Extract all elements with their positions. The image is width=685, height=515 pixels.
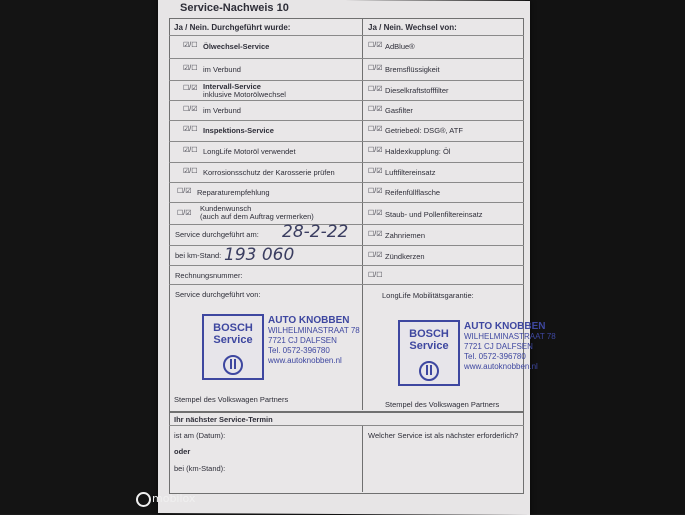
row-line (169, 35, 524, 36)
check-mark[interactable]: ☐/☑ (177, 188, 192, 195)
row-label: Dieselkraftstofffilter (385, 86, 449, 95)
left-column-header: Ja / Nein. Durchgeführt wurde: (174, 23, 291, 32)
stamp-city: 7721 CJ DALFSEN (268, 336, 337, 345)
check-mark[interactable]: ☐/☑ (368, 210, 383, 217)
right-column-header: Ja / Nein. Wechsel von: (368, 23, 457, 32)
km-value: 193 060 (224, 245, 295, 265)
bosch-service-logo (202, 314, 264, 380)
row-label: Haldexkupplung: Öl (385, 147, 451, 156)
stamp-phone: Tel. 0572-396780 (464, 352, 526, 361)
check-mark[interactable]: ☐/☑ (183, 106, 198, 113)
check-mark[interactable]: ☐/☑ (368, 168, 383, 175)
row-label: Ölwechsel-Service (203, 42, 270, 51)
row-line (169, 245, 524, 246)
stamp-web: www.autoknobben.nl (268, 356, 342, 365)
check-mark[interactable]: ☑/☐ (183, 147, 198, 154)
stamp-address (268, 316, 360, 366)
bosch-line1: BOSCH (409, 328, 449, 340)
row-label: Intervall-Service (203, 82, 261, 91)
check-mark[interactable]: ☐/☑ (368, 147, 383, 154)
mobilox-logo-icon (136, 492, 151, 507)
stamp-caption-left: Stempel des Volkswagen Partners (174, 395, 289, 404)
background-left (0, 0, 160, 514)
next-service-header: Ihr nächster Service-Termin (174, 415, 273, 424)
row-sublabel: (auch auf dem Auftrag vermerken) (200, 212, 314, 221)
bosch-armature-icon (419, 361, 439, 381)
row-line (169, 120, 524, 121)
row-label: AdBlue® (385, 42, 415, 51)
bosch-armature-icon (223, 355, 243, 375)
service-date-value: 28-2-22 (282, 222, 349, 242)
row-label: Reparaturempfehlung (197, 188, 270, 197)
longlife-label: LongLife Mobilitätsgarantie: (382, 291, 474, 300)
row-line (169, 265, 524, 266)
row-line (169, 141, 524, 142)
check-mark[interactable]: ☐/☑ (368, 188, 383, 195)
stamp-caption-right: Stempel des Volkswagen Partners (385, 400, 500, 409)
check-mark[interactable]: ☑/☐ (183, 168, 198, 175)
check-mark[interactable]: ☑/☐ (183, 126, 198, 133)
check-mark[interactable]: ☐/☑ (368, 106, 383, 113)
check-mark[interactable]: ☐/☑ (368, 42, 383, 49)
service-by-label: Service durchgeführt von: (175, 290, 261, 299)
service-date-label: Service durchgeführt am: (175, 230, 259, 239)
row-label: Zündkerzen (385, 252, 425, 261)
row-label: LongLife Motoröl verwendet (203, 147, 296, 156)
next-date-label[interactable]: ist am (Datum): (174, 431, 226, 440)
row-label: im Verbund (203, 106, 241, 115)
watermark: mobilox (152, 492, 196, 505)
row-label: Kundenwunsch (200, 204, 252, 213)
row-label: im Verbund (203, 65, 241, 74)
check-mark[interactable]: ☐/☑ (368, 252, 383, 259)
row-label: Reifenfüllflasche (385, 188, 441, 197)
check-mark[interactable]: ☐/☐ (368, 272, 383, 279)
stamp-company: AUTO KNOBBEN (268, 315, 350, 326)
row-label: Korrosionsschutz der Karosserie prüfen (203, 168, 335, 177)
row-line (169, 202, 524, 203)
bosch-line1: BOSCH (213, 322, 253, 334)
column-divider (362, 18, 363, 410)
invoice-label: Rechnungsnummer: (175, 271, 243, 280)
stamp-city: 7721 CJ DALFSEN (464, 342, 533, 351)
row-line (169, 80, 524, 81)
column-divider (362, 426, 363, 492)
stamp-street: WILHELMINASTRAAT 78 (464, 332, 556, 341)
background-right (525, 0, 685, 514)
row-label: Bremsflüssigkeit (385, 65, 440, 74)
row-line (169, 58, 524, 59)
stamp-street: WILHELMINASTRAAT 78 (268, 326, 360, 335)
row-label: Luftfiltereinsatz (385, 168, 436, 177)
next-km-label[interactable]: bei (km-Stand): (174, 464, 226, 473)
row-label: Staub- und Pollenfiltereinsatz (385, 210, 483, 219)
row-line (169, 425, 524, 426)
row-line (169, 162, 524, 163)
row-line (169, 182, 524, 183)
stamp-company: AUTO KNOBBEN (464, 321, 546, 332)
stamp-phone: Tel. 0572-396780 (268, 346, 330, 355)
bosch-line2: Service (213, 334, 253, 346)
row-line (169, 284, 524, 285)
row-label: Gasfilter (385, 106, 413, 115)
check-mark[interactable]: ☐/☑ (183, 85, 198, 92)
check-mark[interactable]: ☐/☑ (368, 65, 383, 72)
next-service-question[interactable]: Welcher Service ist als nächster erforderlich? (368, 431, 519, 440)
bosch-line2: Service (409, 340, 449, 352)
row-label: Getriebeöl: DSG®, ATF (385, 126, 463, 135)
check-mark[interactable]: ☑/☐ (183, 42, 198, 49)
page-title: Service-Nachweis 10 (180, 2, 289, 14)
stamp-web: www.autoknobben.nl (464, 362, 538, 371)
bosch-service-logo (398, 320, 460, 386)
check-mark[interactable]: ☑/☐ (183, 65, 198, 72)
check-mark[interactable]: ☐/☑ (368, 231, 383, 238)
row-line (169, 100, 524, 101)
row-label: Inspektions-Service (203, 126, 274, 135)
km-label: bei km-Stand: (175, 251, 222, 260)
check-mark[interactable]: ☐/☑ (368, 126, 383, 133)
or-label: oder (174, 447, 191, 456)
check-mark[interactable]: ☐/☑ (368, 86, 383, 93)
row-label: Zahnriemen (385, 231, 426, 240)
row-sublabel: inklusive Motorölwechsel (203, 90, 286, 99)
stamp-address (464, 322, 556, 372)
check-mark[interactable]: ☐/☑ (177, 210, 192, 217)
